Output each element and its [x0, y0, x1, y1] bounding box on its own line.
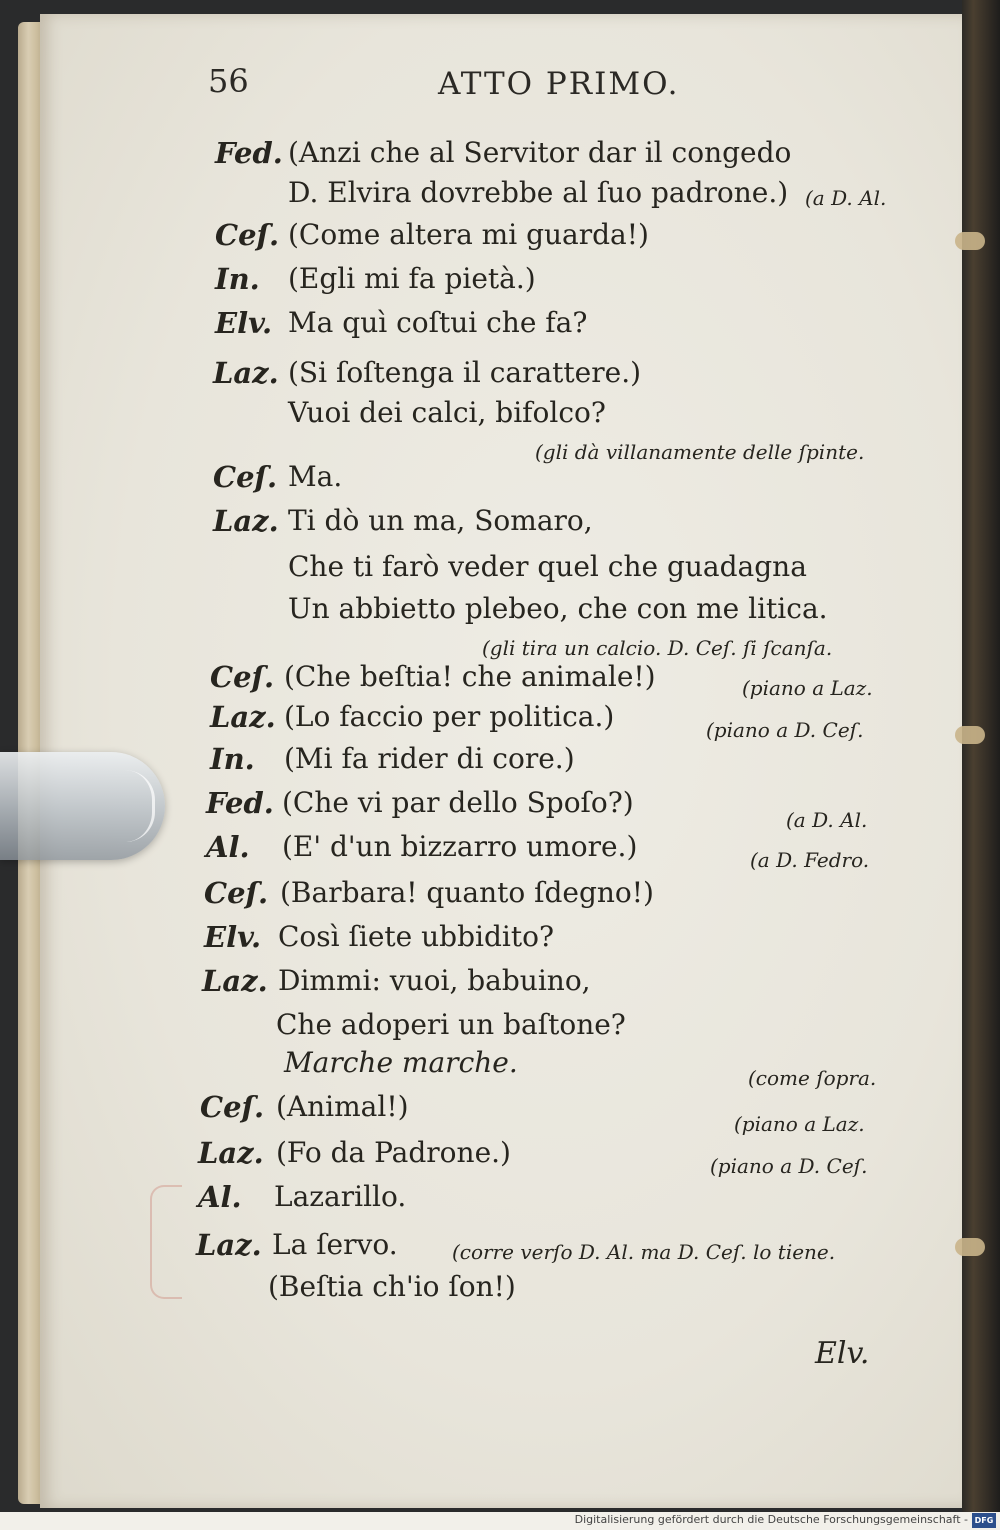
speaker-label: Al.: [206, 830, 250, 864]
text-line: [0, 786, 1000, 830]
text-line: [0, 700, 1000, 744]
speaker-label: Laz.: [213, 504, 279, 538]
verse-text: Lazarillo.: [274, 1180, 407, 1213]
verse-text: D. Elvira dovrebbe al ſuo padrone.): [288, 176, 789, 209]
verse-text: (Anzi che al Servitor dar il congedo: [288, 136, 792, 169]
text-line: [0, 660, 1000, 704]
stage-direction: (corre verſo D. Al. ma D. Ceſ. lo tiene.: [452, 1240, 836, 1264]
text-line: [0, 1228, 1000, 1272]
stage-direction: (piano a D. Ceſ.: [706, 718, 864, 742]
speaker-label: In.: [215, 262, 260, 296]
verse-text: (Egli mi fa pietà.): [288, 262, 536, 295]
text-line: [0, 1270, 1000, 1314]
verse-text: (Animal!): [276, 1090, 409, 1123]
text-line: [0, 306, 1000, 350]
speaker-label: Fed.: [206, 786, 274, 820]
verse-text: (Beſtia ch'io ſon!): [268, 1270, 516, 1303]
running-title: ATTO PRIMO.: [438, 66, 680, 102]
stage-direction: (come ſopra.: [748, 1066, 877, 1090]
stage-direction: (gli tira un calcio. D. Ceſ. ſi ſcanſa.: [482, 636, 833, 660]
speaker-label: Elv.: [204, 920, 262, 954]
text-line: [0, 1180, 1000, 1224]
verse-text: (Che beſtia! che animale!): [284, 660, 656, 693]
text-line: [0, 592, 1000, 636]
speaker-label: In.: [210, 742, 255, 776]
verse-text: (E' d'un bizzarro umore.): [282, 830, 638, 863]
speaker-label: Ceſ.: [204, 876, 269, 910]
text-line: [0, 396, 1000, 440]
digitization-footer: [0, 1512, 1000, 1530]
stage-direction: (a D. Fedro.: [750, 848, 870, 872]
verse-text: La ſervo.: [272, 1228, 398, 1261]
verse-text: Che adoperi un baſtone?: [276, 1008, 626, 1041]
text-line: [0, 176, 1000, 220]
text-line: [0, 1046, 1000, 1090]
verse-text: Che ti farò veder quel che guadagna: [288, 550, 807, 583]
speaker-label: Ceſ.: [200, 1090, 265, 1124]
text-line: [0, 262, 1000, 306]
verse-text: (Barbara! quanto ſdegno!): [280, 876, 654, 909]
page-header: [0, 62, 1000, 112]
stage-direction: (gli dà villanamente delle ſpinte.: [535, 440, 865, 464]
verse-text: Così ſiete ubbidito?: [278, 920, 554, 953]
verse-text: (Lo faccio per politica.): [284, 700, 615, 733]
text-line: [0, 460, 1000, 504]
speaker-label: Al.: [198, 1180, 242, 1214]
text-line: [0, 1136, 1000, 1180]
text-line: [0, 876, 1000, 920]
speaker-label: Laz.: [213, 356, 279, 390]
stage-direction: (a D. Al.: [805, 186, 887, 210]
verse-text: Ma quì coſtui che fa?: [288, 306, 588, 339]
stage-direction: (piano a Laz.: [742, 676, 873, 700]
catchword: Elv.: [815, 1336, 870, 1371]
stage-direction: (piano a D. Ceſ.: [710, 1154, 868, 1178]
verse-text: (Fo da Padrone.): [276, 1136, 511, 1169]
stage-direction: (piano a Laz.: [734, 1112, 865, 1136]
text-line: [0, 504, 1000, 548]
text-line: [0, 742, 1000, 786]
speaker-label: Laz.: [210, 700, 276, 734]
verse-text: Ti dò un ma, Somaro,: [288, 504, 593, 537]
page-number: 56: [208, 62, 249, 100]
verse-text: Un abbietto plebeo, che con me litica.: [288, 592, 828, 625]
verse-text: (Che vi par dello Spoſo?): [282, 786, 634, 819]
verse-text: Dimmi: vuoi, babuino,: [278, 964, 591, 997]
footer-credit: Digitalisierung gefördert durch die Deutsche Forschungsgemeinschaft -: [574, 1513, 968, 1526]
text-line: [0, 550, 1000, 594]
speaker-label: Elv.: [215, 306, 273, 340]
speaker-label: Laz.: [202, 964, 268, 998]
text-line: [0, 218, 1000, 262]
verse-text: (Si ſoſtenga il carattere.): [288, 356, 642, 389]
text-line: [0, 920, 1000, 964]
text-line: [0, 1090, 1000, 1134]
speaker-label: Ceſ.: [215, 218, 280, 252]
verse-text: (Come altera mi guarda!): [288, 218, 649, 251]
verse-text: Vuoi dei calci, bifolco?: [288, 396, 606, 429]
text-line: [0, 136, 1000, 180]
speaker-label: Ceſ.: [213, 460, 278, 494]
speaker-label: Laz.: [196, 1228, 262, 1262]
speaker-label: Fed.: [215, 136, 283, 170]
speaker-label: Laz.: [198, 1136, 264, 1170]
text-line: [0, 356, 1000, 400]
speaker-label: Ceſ.: [210, 660, 275, 694]
stage-direction: (a D. Al.: [786, 808, 868, 832]
text-line: [0, 964, 1000, 1008]
text-line: [0, 830, 1000, 874]
dfg-logo: DFG: [972, 1513, 996, 1528]
verse-text: Ma.: [288, 460, 343, 493]
verse-text: Marche marche.: [284, 1046, 518, 1079]
verse-text: (Mi fa rider di core.): [284, 742, 575, 775]
